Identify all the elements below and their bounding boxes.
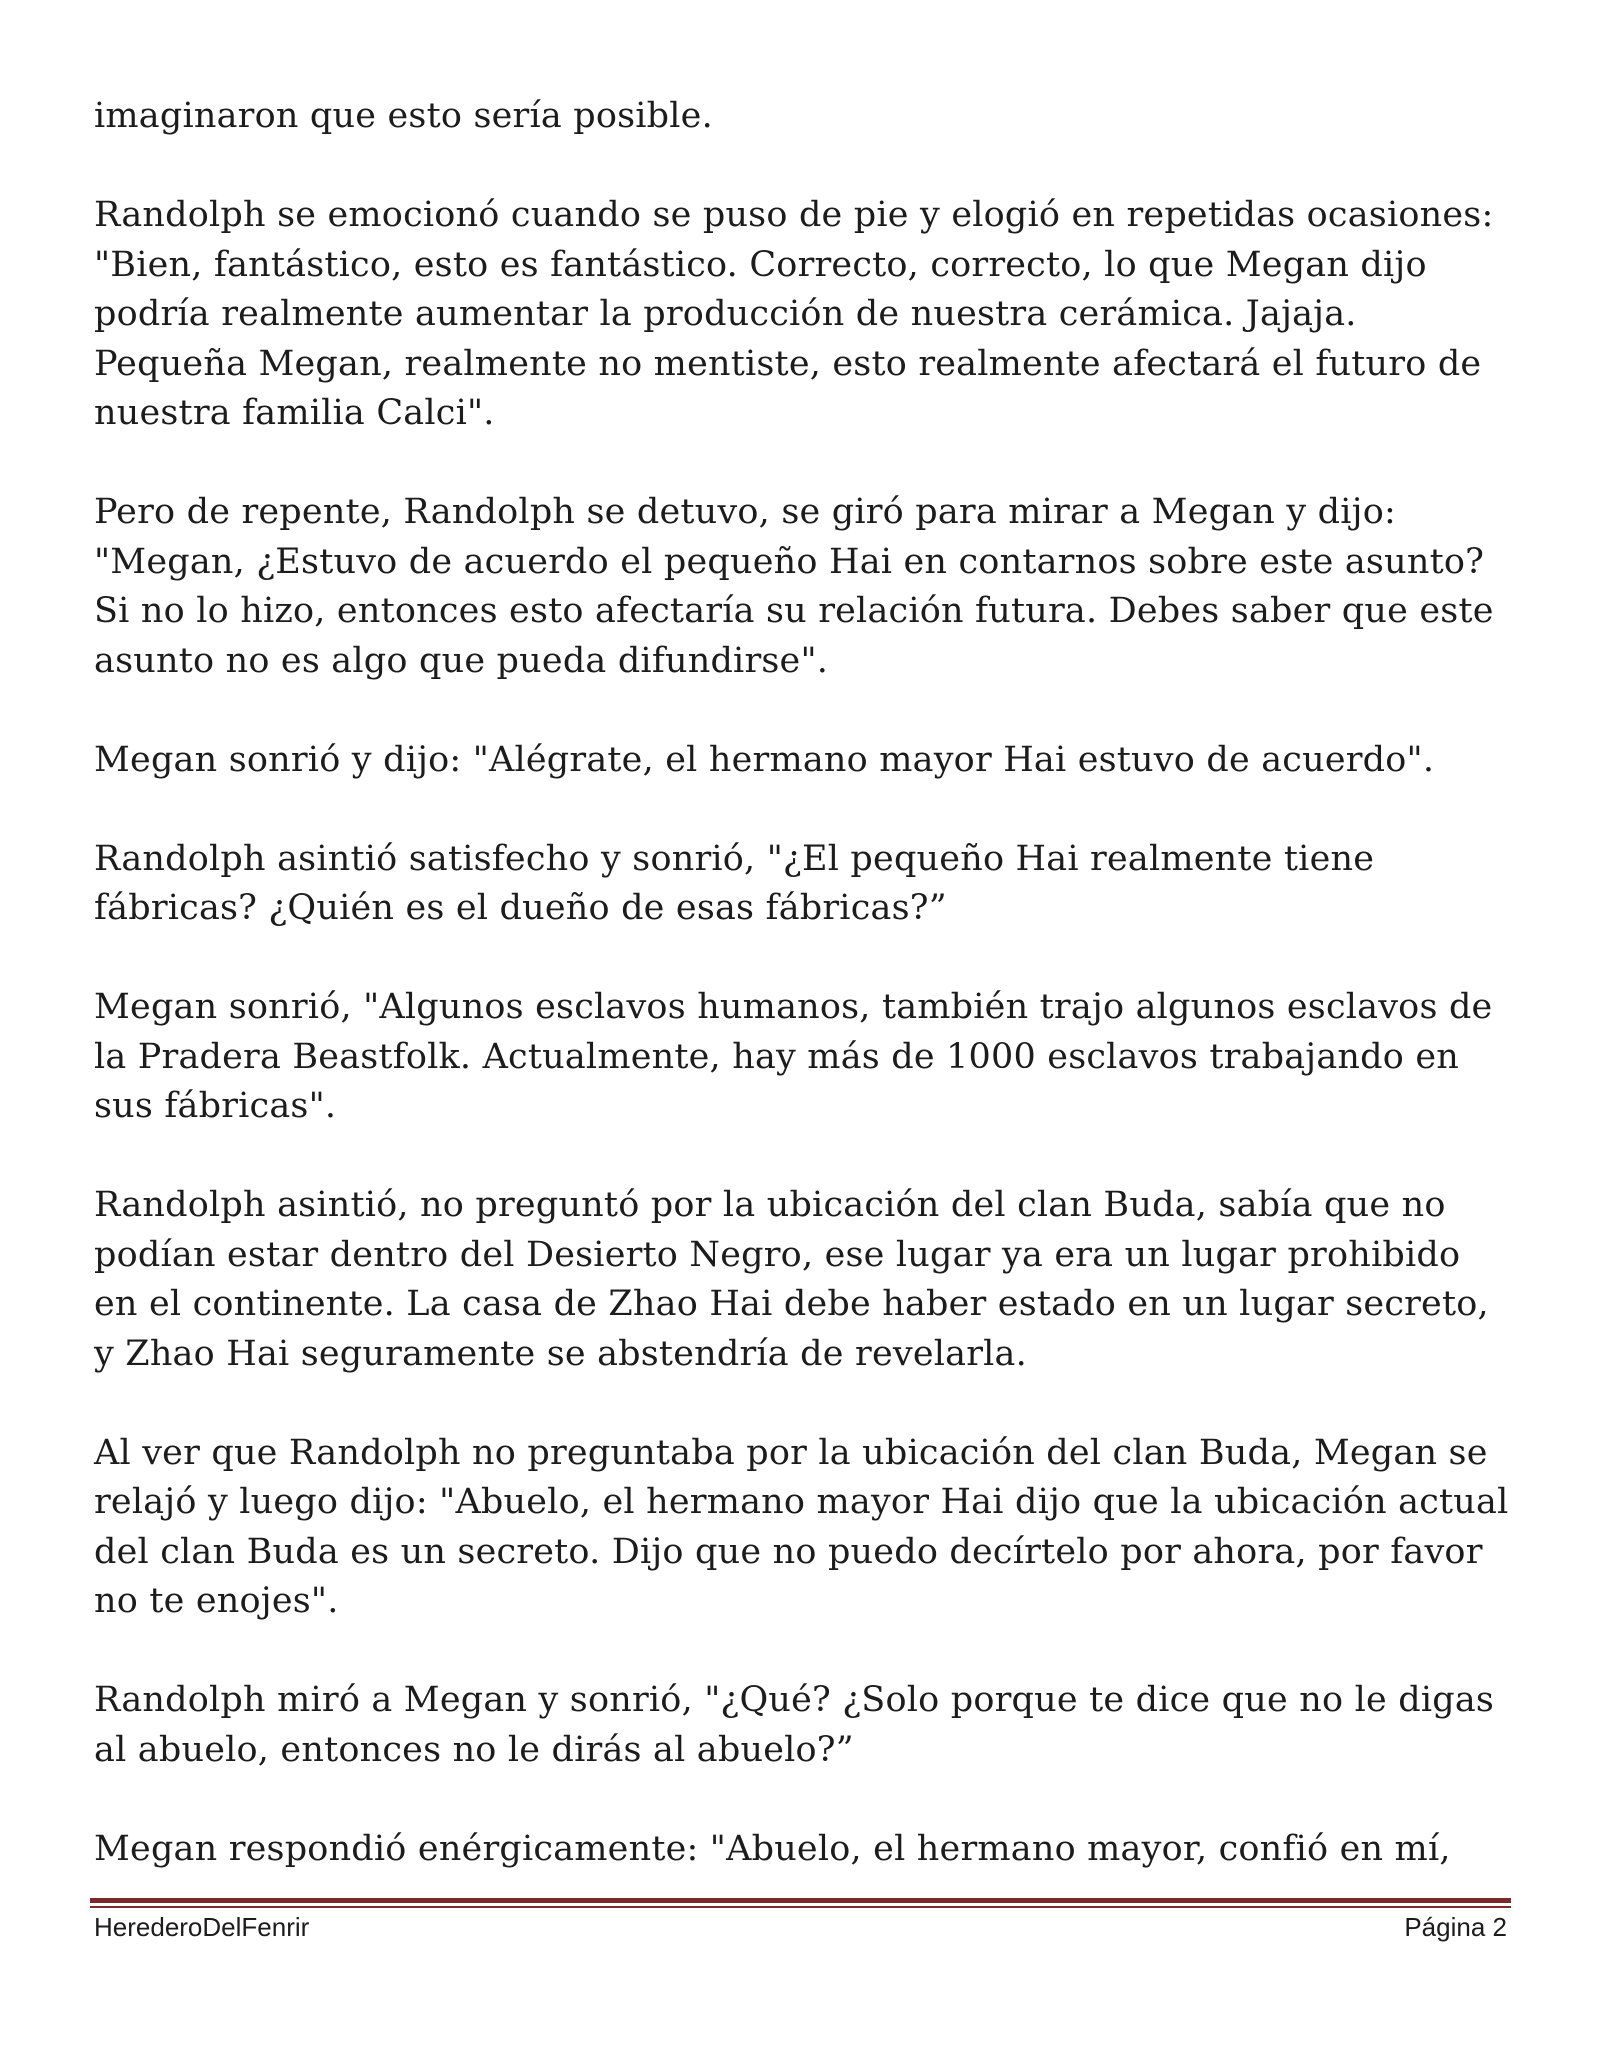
paragraph: Randolph se emocionó cuando se puso de pie y elogió en repetidas ocasiones: "Bien, fantástico, esto es fantástico. Correcto, correcto, lo que Megan dijo podría realmente aumentar la producción de nuestra cerámica. Jajaja. Pequeña Megan, realmente no mentiste, esto realmente afectará el futuro de nuestra familia Calci". xyxy=(94,195,1494,433)
footer-divider-thick xyxy=(90,1898,1511,1903)
footer-author: HerederoDelFenrir xyxy=(94,1912,310,1942)
paragraph: imaginaron que esto sería posible. xyxy=(94,96,713,136)
paragraph: Randolph miró a Megan y sonrió, "¿Qué? ¿Solo porque te dice que no le digas al abuelo, entonces no le dirás al abuelo?” xyxy=(94,1680,1495,1770)
paragraph: Randolph asintió satisfecho y sonrió, "¿El pequeño Hai realmente tiene fábricas? ¿Quién es el dueño de esas fábricas?” xyxy=(94,838,1375,928)
paragraph: Megan respondió enérgicamente: "Abuelo, el hermano mayor, confió en mí, xyxy=(94,1828,1451,1869)
footer-divider-thin xyxy=(90,1906,1511,1908)
page-footer xyxy=(94,1912,1507,1946)
paragraph: Megan sonrió y dijo: "Alégrate, el hermano mayor Hai estuvo de acuerdo". xyxy=(94,739,1435,780)
document-body xyxy=(94,92,1514,1924)
paragraph: Al ver que Randolph no preguntaba por la ubicación del clan Buda, Megan se relajó y luego dijo: "Abuelo, el hermano mayor Hai dijo que la ubicación actual del clan Buda es un secreto. Dijo que no puedo decírtelo por ahora, por favor no te enojes". xyxy=(94,1432,1509,1621)
paragraph: Megan sonrió, "Algunos esclavos humanos, también trajo algunos esclavos de la Pradera Beastfolk. Actualmente, hay más de 1000 esclavos trabajando en sus fábricas". xyxy=(94,987,1493,1126)
paragraph: Randolph asintió, no preguntó por la ubicación del clan Buda, sabía que no podían estar dentro del Desierto Negro, ese lugar ya era un lugar prohibido en el continente. La casa de Zhao Hai debe haber estado en un lugar secreto, y Zhao Hai seguramente se abstendría de revelarla. xyxy=(94,1185,1489,1374)
page-number: Página 2 xyxy=(1404,1912,1507,1942)
paragraph: Pero de repente, Randolph se detuvo, se giró para mirar a Megan y dijo: "Megan, ¿Estuvo de acuerdo el pequeño Hai en contarnos sobre este asunto? Si no lo hizo, entonces esto afectaría su relación futura. Debes saber que este asunto no es algo que pueda difundirse". xyxy=(94,492,1494,681)
